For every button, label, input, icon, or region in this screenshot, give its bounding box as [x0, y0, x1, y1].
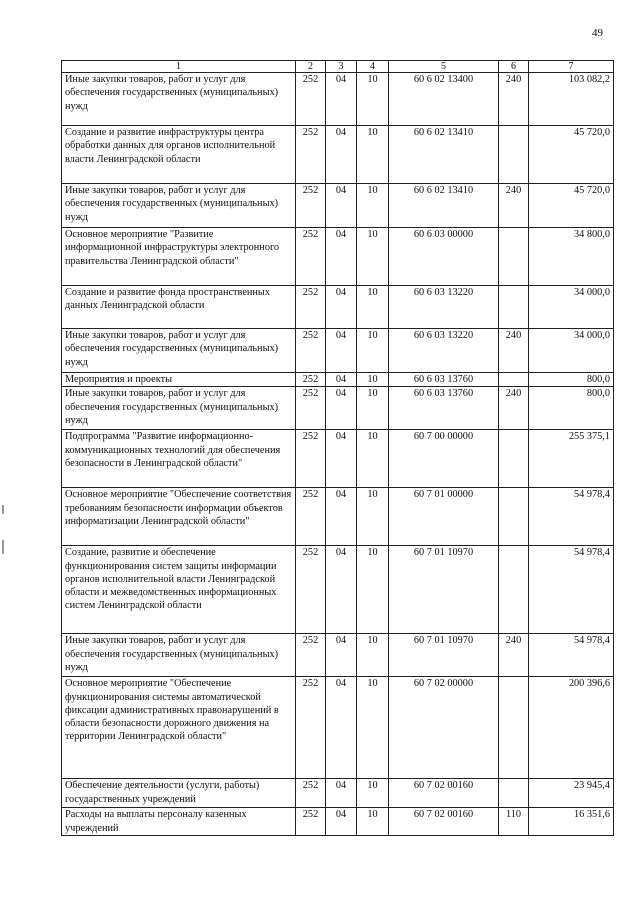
row-name: Иные закупки товаров, работ и услуг для обеспечения государственных (муниципальных) нужд — [62, 184, 296, 228]
column-header-6: 6 — [499, 61, 529, 73]
row-code-2: 252 — [296, 184, 326, 228]
row-code-4: 10 — [357, 286, 389, 329]
row-code-6: 240 — [499, 387, 529, 430]
table-row — [62, 488, 614, 546]
table-row — [62, 387, 614, 430]
row-code-6 — [499, 488, 529, 546]
row-code-5: 60 7 01 00000 — [389, 488, 499, 546]
row-code-3: 04 — [326, 677, 357, 779]
scan-artifact — [2, 505, 4, 514]
row-code-3: 04 — [326, 546, 357, 634]
row-amount: 103 082,2 — [529, 73, 614, 126]
scan-artifact — [2, 540, 4, 554]
table-row — [62, 430, 614, 488]
row-code-2: 252 — [296, 779, 326, 808]
table-row — [62, 73, 614, 126]
row-code-3: 04 — [326, 373, 357, 387]
table-row — [62, 126, 614, 184]
row-code-4: 10 — [357, 677, 389, 779]
row-code-4: 10 — [357, 373, 389, 387]
row-code-6 — [499, 677, 529, 779]
table-row — [62, 228, 614, 286]
row-code-4: 10 — [357, 329, 389, 373]
row-name: Основное мероприятие "Обеспечение соответствия требованиям безопасности информации объектов информатизации Ленинградской области" — [62, 488, 296, 546]
row-code-5: 60 7 02 00160 — [389, 808, 499, 836]
table-row — [62, 546, 614, 634]
row-code-6 — [499, 430, 529, 488]
row-code-6 — [499, 779, 529, 808]
row-name: Расходы на выплаты персоналу казенных учреждений — [62, 808, 296, 836]
row-code-5: 60 7 02 00000 — [389, 677, 499, 779]
row-code-2: 252 — [296, 430, 326, 488]
row-amount: 54 978,4 — [529, 546, 614, 634]
table-row — [62, 634, 614, 677]
row-code-3: 04 — [326, 329, 357, 373]
row-amount: 54 978,4 — [529, 634, 614, 677]
row-code-2: 252 — [296, 387, 326, 430]
row-code-6 — [499, 126, 529, 184]
table-row — [62, 329, 614, 373]
row-code-2: 252 — [296, 373, 326, 387]
row-code-4: 10 — [357, 634, 389, 677]
row-name: Иные закупки товаров, работ и услуг для обеспечения государственных (муниципальных) нужд — [62, 329, 296, 373]
column-header-3: 3 — [326, 61, 357, 73]
page-number: 49 — [592, 27, 603, 39]
row-code-2: 252 — [296, 126, 326, 184]
row-code-2: 252 — [296, 228, 326, 286]
row-code-3: 04 — [326, 430, 357, 488]
row-amount: 800,0 — [529, 387, 614, 430]
row-name: Основное мероприятие "Обеспечение функционирования системы автоматической фиксации административных правонарушений в области безопасности дорожного движения на территории Ленинградской области" — [62, 677, 296, 779]
column-header-1: 1 — [62, 61, 296, 73]
row-amount: 16 351,6 — [529, 808, 614, 836]
row-name: Мероприятия и проекты — [62, 373, 296, 387]
row-code-4: 10 — [357, 546, 389, 634]
row-code-6: 240 — [499, 73, 529, 126]
row-code-6: 240 — [499, 184, 529, 228]
row-name: Создание и развитие фонда пространственных данных Ленинградской области — [62, 286, 296, 329]
row-code-4: 10 — [357, 387, 389, 430]
column-header-7: 7 — [529, 61, 614, 73]
row-code-3: 04 — [326, 488, 357, 546]
row-code-4: 10 — [357, 430, 389, 488]
row-name: Иные закупки товаров, работ и услуг для обеспечения государственных (муниципальных) нужд — [62, 387, 296, 430]
row-code-3: 04 — [326, 228, 357, 286]
table-header-row — [62, 61, 614, 73]
row-code-2: 252 — [296, 286, 326, 329]
row-code-6: 110 — [499, 808, 529, 836]
row-code-3: 04 — [326, 73, 357, 126]
row-code-5: 60 6 03 13760 — [389, 387, 499, 430]
row-code-4: 10 — [357, 73, 389, 126]
row-code-3: 04 — [326, 184, 357, 228]
row-amount: 34 800,0 — [529, 228, 614, 286]
row-code-2: 252 — [296, 677, 326, 779]
row-code-6 — [499, 228, 529, 286]
table-row — [62, 286, 614, 329]
column-header-4: 4 — [357, 61, 389, 73]
row-name: Создание и развитие инфраструктуры центра обработки данных для органов исполнительной власти Ленинградской области — [62, 126, 296, 184]
row-name: Основное мероприятие "Развитие информационной инфраструктуры электронного правительства Ленинградской области" — [62, 228, 296, 286]
row-code-2: 252 — [296, 546, 326, 634]
row-code-5: 60 7 01 10970 — [389, 546, 499, 634]
table-row — [62, 373, 614, 387]
row-code-2: 252 — [296, 634, 326, 677]
row-amount: 255 375,1 — [529, 430, 614, 488]
row-code-6 — [499, 286, 529, 329]
row-amount: 800,0 — [529, 373, 614, 387]
table-row — [62, 677, 614, 779]
row-amount: 45 720,0 — [529, 126, 614, 184]
row-code-5: 60 6 03 13220 — [389, 329, 499, 373]
row-code-3: 04 — [326, 808, 357, 836]
row-code-2: 252 — [296, 488, 326, 546]
row-code-4: 10 — [357, 228, 389, 286]
row-code-5: 60 6 02 13410 — [389, 184, 499, 228]
row-amount: 54 978,4 — [529, 488, 614, 546]
row-code-4: 10 — [357, 488, 389, 546]
row-code-2: 252 — [296, 808, 326, 836]
row-code-3: 04 — [326, 634, 357, 677]
row-amount: 200 396,6 — [529, 677, 614, 779]
row-code-4: 10 — [357, 808, 389, 836]
row-code-4: 10 — [357, 779, 389, 808]
row-code-4: 10 — [357, 184, 389, 228]
row-name: Обеспечение деятельности (услуги, работы) государственных учреждений — [62, 779, 296, 808]
row-code-6: 240 — [499, 634, 529, 677]
row-amount: 23 945,4 — [529, 779, 614, 808]
row-code-3: 04 — [326, 286, 357, 329]
column-header-5: 5 — [389, 61, 499, 73]
row-code-6 — [499, 373, 529, 387]
row-code-4: 10 — [357, 126, 389, 184]
row-code-5: 60 7 01 10970 — [389, 634, 499, 677]
row-code-3: 04 — [326, 126, 357, 184]
row-name: Создание, развитие и обеспечение функционирования систем защиты информации органов исполнительной власти Ленинградской области и межведомственных информационных систем Ленинградской области — [62, 546, 296, 634]
table-row — [62, 184, 614, 228]
row-name: Иные закупки товаров, работ и услуг для обеспечения государственных (муниципальных) нужд — [62, 634, 296, 677]
row-code-6: 240 — [499, 329, 529, 373]
row-code-5: 60 6 03 13760 — [389, 373, 499, 387]
row-code-5: 60 6 03 00000 — [389, 228, 499, 286]
budget-table — [61, 60, 614, 836]
row-code-3: 04 — [326, 779, 357, 808]
row-code-5: 60 7 00 00000 — [389, 430, 499, 488]
row-code-5: 60 6 02 13410 — [389, 126, 499, 184]
row-code-6 — [499, 546, 529, 634]
row-amount: 45 720,0 — [529, 184, 614, 228]
row-name: Подпрограмма "Развитие информационно-коммуникационных технологий для обеспечения безопасности в Ленинградской области" — [62, 430, 296, 488]
row-amount: 34 000,0 — [529, 329, 614, 373]
row-code-2: 252 — [296, 329, 326, 373]
table-row — [62, 808, 614, 836]
column-header-2: 2 — [296, 61, 326, 73]
row-amount: 34 000,0 — [529, 286, 614, 329]
row-code-5: 60 6 02 13400 — [389, 73, 499, 126]
row-code-2: 252 — [296, 73, 326, 126]
row-code-5: 60 6 03 13220 — [389, 286, 499, 329]
table-row — [62, 779, 614, 808]
row-code-3: 04 — [326, 387, 357, 430]
row-code-5: 60 7 02 00160 — [389, 779, 499, 808]
row-name: Иные закупки товаров, работ и услуг для обеспечения государственных (муниципальных) нужд — [62, 73, 296, 126]
